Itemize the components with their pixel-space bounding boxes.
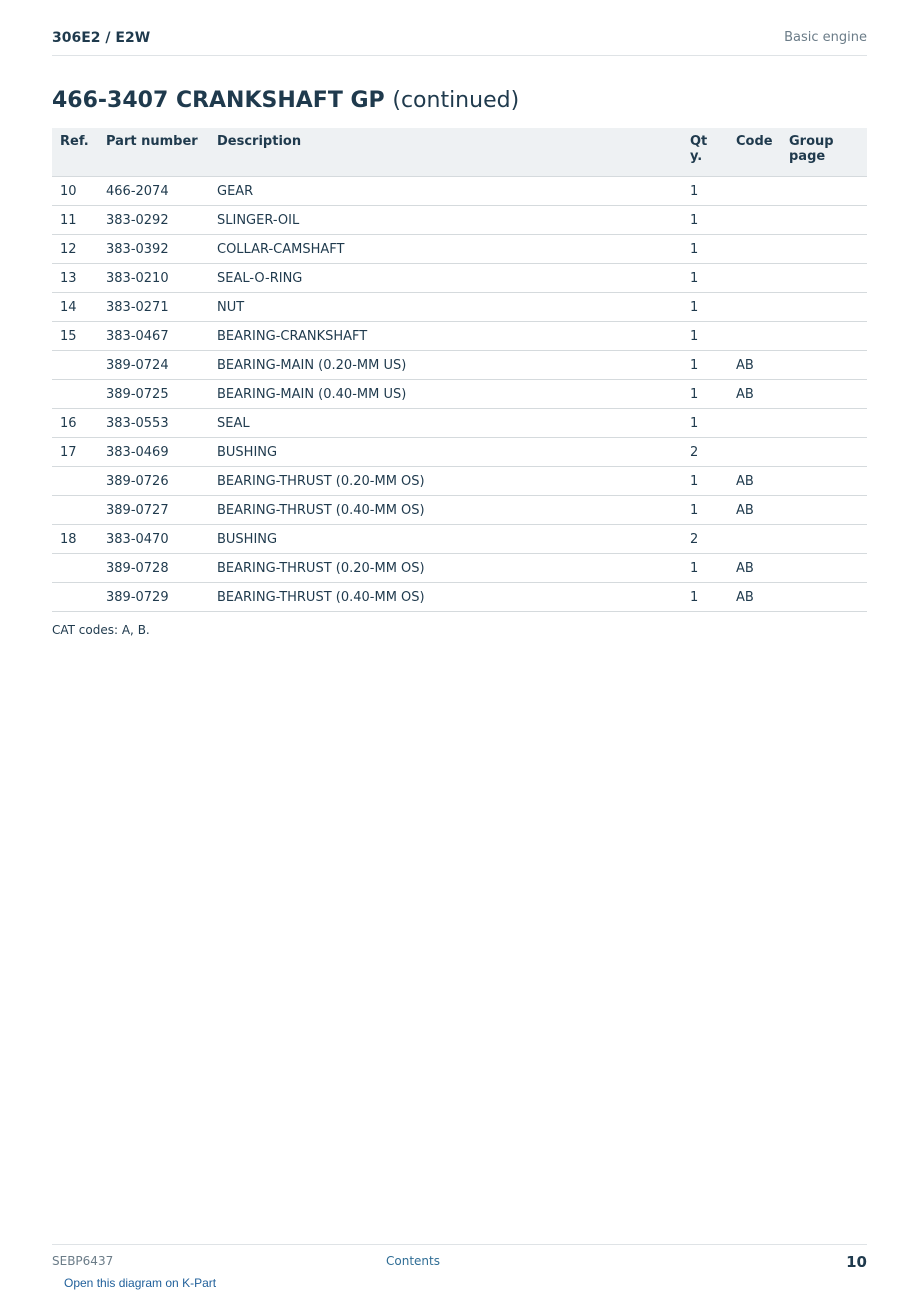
contents-link[interactable]: Contents [386,1254,440,1268]
cell-group-page [781,264,867,293]
cell-description: GEAR [209,177,682,206]
part-group-name: 466-3407 CRANKSHAFT GP [52,88,385,113]
cell-part-number: 383-0210 [98,264,209,293]
cell-group-page [781,409,867,438]
cell-description: COLLAR-CAMSHAFT [209,235,682,264]
cell-qty: 1 [682,380,728,409]
cell-description: BEARING-THRUST (0.20-MM OS) [209,467,682,496]
col-group-page-label: Group page [789,134,834,164]
open-kpart-link[interactable]: Open this diagram on K-Part [64,1276,217,1290]
cell-ref [52,554,98,583]
table-row [52,525,867,554]
cell-description: NUT [209,293,682,322]
cell-qty: 1 [682,496,728,525]
page-number: 10 [846,1253,867,1271]
cell-ref: 16 [52,409,98,438]
table-row [52,206,867,235]
parts-table-body [52,177,867,612]
cell-group-page [781,351,867,380]
cell-part-number: 383-0470 [98,525,209,554]
col-qty-label: Qty. [690,134,708,164]
cell-description: BEARING-THRUST (0.40-MM OS) [209,583,682,612]
cell-qty: 1 [682,554,728,583]
cell-description: BEARING-CRANKSHAFT [209,322,682,351]
cell-ref: 12 [52,235,98,264]
model-label: 306E2 / E2W [52,30,151,46]
cell-code [728,264,781,293]
cell-ref: 14 [52,293,98,322]
cell-part-number: 389-0728 [98,554,209,583]
cell-group-page [781,554,867,583]
cell-code: AB [728,351,781,380]
col-group-page [781,128,867,177]
cell-code [728,206,781,235]
cell-qty: 1 [682,206,728,235]
col-qty [682,128,728,177]
cell-code: AB [728,554,781,583]
cell-code [728,235,781,264]
cell-ref: 17 [52,438,98,467]
cell-part-number: 389-0725 [98,380,209,409]
page-title [52,88,519,113]
table-row [52,322,867,351]
cell-group-page [781,380,867,409]
cell-part-number: 383-0271 [98,293,209,322]
cell-qty: 1 [682,293,728,322]
cell-code: AB [728,380,781,409]
table-row [52,554,867,583]
cell-description: BUSHING [209,438,682,467]
cell-code [728,525,781,554]
table-row [52,351,867,380]
cell-qty: 1 [682,409,728,438]
cat-codes-note: CAT codes: A, B. [52,623,150,637]
cell-qty: 2 [682,525,728,554]
cell-description: BEARING-THRUST (0.20-MM OS) [209,554,682,583]
cell-qty: 1 [682,583,728,612]
cell-qty: 2 [682,438,728,467]
cell-description: BEARING-MAIN (0.40-MM US) [209,380,682,409]
cell-code: AB [728,467,781,496]
cell-description: BEARING-MAIN (0.20-MM US) [209,351,682,380]
cell-group-page [781,496,867,525]
cell-group-page [781,525,867,554]
cell-ref [52,351,98,380]
table-row [52,293,867,322]
cell-group-page [781,206,867,235]
cell-qty: 1 [682,322,728,351]
cell-qty: 1 [682,351,728,380]
parts-table [52,128,867,612]
cell-group-page [781,177,867,206]
cell-code: AB [728,496,781,525]
cell-part-number: 383-0467 [98,322,209,351]
cell-description: BUSHING [209,525,682,554]
cell-part-number: 383-0292 [98,206,209,235]
col-description: Description [209,128,682,177]
cell-ref: 18 [52,525,98,554]
table-row [52,583,867,612]
cell-part-number: 389-0724 [98,351,209,380]
cell-ref [52,380,98,409]
cell-part-number: 389-0729 [98,583,209,612]
cell-ref [52,583,98,612]
cell-group-page [781,293,867,322]
cell-qty: 1 [682,467,728,496]
cell-ref [52,467,98,496]
cell-code [728,438,781,467]
cell-part-number: 383-0469 [98,438,209,467]
cell-ref: 10 [52,177,98,206]
cell-group-page [781,583,867,612]
cell-part-number: 389-0726 [98,467,209,496]
cell-ref: 15 [52,322,98,351]
cell-group-page [781,235,867,264]
cell-qty: 1 [682,177,728,206]
col-ref: Ref. [52,128,98,177]
table-header-row [52,128,867,177]
cell-part-number: 383-0553 [98,409,209,438]
cell-part-number: 389-0727 [98,496,209,525]
cell-group-page [781,467,867,496]
cell-part-number: 466-2074 [98,177,209,206]
table-row [52,438,867,467]
cell-description: SEAL-O-RING [209,264,682,293]
col-part-number: Part number [98,128,209,177]
cell-code [728,409,781,438]
col-code: Code [728,128,781,177]
cell-ref: 11 [52,206,98,235]
table-row [52,409,867,438]
cell-ref [52,496,98,525]
cell-description: SEAL [209,409,682,438]
cell-code [728,322,781,351]
cell-ref: 13 [52,264,98,293]
cell-description: SLINGER-OIL [209,206,682,235]
continued-label: (continued) [392,88,520,113]
table-row [52,235,867,264]
cell-qty: 1 [682,235,728,264]
page-footer [52,1244,867,1275]
cell-group-page [781,438,867,467]
cell-group-page [781,322,867,351]
section-label: Basic engine [784,30,867,45]
page-header [52,28,867,56]
table-row [52,264,867,293]
table-row [52,177,867,206]
table-row [52,467,867,496]
cell-description: BEARING-THRUST (0.40-MM OS) [209,496,682,525]
table-row [52,380,867,409]
cell-code [728,177,781,206]
cell-qty: 1 [682,264,728,293]
cell-part-number: 383-0392 [98,235,209,264]
cell-code [728,293,781,322]
document-number: SEBP6437 [52,1254,114,1268]
cell-code: AB [728,583,781,612]
table-row [52,496,867,525]
